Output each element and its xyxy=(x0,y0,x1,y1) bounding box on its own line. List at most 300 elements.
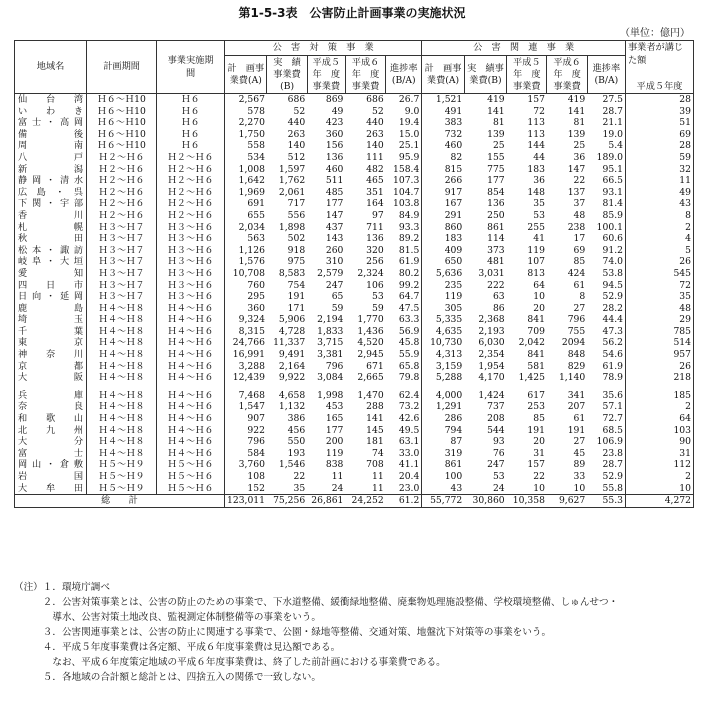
value-cell: 247 xyxy=(325,279,344,291)
value-cell: 3,031 xyxy=(478,267,505,279)
value-cell: 481 xyxy=(487,256,505,268)
region-name: 京都 xyxy=(15,361,87,373)
value-cell: 460 xyxy=(444,140,463,152)
value-cell: 8 xyxy=(625,210,693,222)
value-cell: 4,520 xyxy=(357,337,384,349)
value-cell: 61 xyxy=(573,279,586,291)
value-cell: 9,922 xyxy=(278,372,306,384)
table-row xyxy=(15,483,694,495)
region-name: 大分 xyxy=(15,436,87,448)
impl-period: Ｈ３～Ｈ６ xyxy=(157,291,225,303)
value-cell: 20 xyxy=(533,302,545,314)
value-cell: 11 xyxy=(331,471,344,482)
value-cell: 266 xyxy=(444,175,463,187)
value-cell: 238 xyxy=(567,221,586,233)
value-cell: 49 xyxy=(331,105,344,117)
value-cell: 65 xyxy=(331,291,344,303)
impl-period: Ｈ２～Ｈ６ xyxy=(157,164,225,176)
value-cell: 1,770 xyxy=(357,314,384,326)
value-cell: 386 xyxy=(287,413,306,425)
value-cell: 60.6 xyxy=(587,233,625,245)
value-cell: 20.4 xyxy=(386,471,422,483)
table-row xyxy=(15,291,694,303)
value-cell: 7,468 xyxy=(238,389,265,401)
value-cell: 56.2 xyxy=(587,337,625,349)
value-cell: 43 xyxy=(450,482,463,494)
table-row xyxy=(15,471,694,483)
plan-period: Ｈ２～Ｈ６ xyxy=(87,198,157,210)
table-row xyxy=(15,129,694,141)
plan-period: Ｈ６～Ｈ10 xyxy=(87,117,157,129)
value-cell: 2094 xyxy=(561,337,586,349)
value-cell: 854 xyxy=(487,186,505,198)
value-cell: 24 xyxy=(492,482,505,494)
value-cell: 360 xyxy=(325,128,344,140)
value-cell: 119 xyxy=(325,447,344,459)
value-cell: 16,991 xyxy=(232,349,265,361)
plan-period: Ｈ５～Ｈ９ xyxy=(87,483,157,495)
value-cell: 502 xyxy=(287,233,306,245)
value-cell: 47.3 xyxy=(587,326,625,338)
value-cell: 112 xyxy=(625,459,693,471)
value-cell: 45 xyxy=(573,447,586,459)
value-cell: 841 xyxy=(527,349,545,361)
value-cell: 4,635 xyxy=(435,325,463,337)
value-cell: 1,291 xyxy=(435,401,463,413)
impl-period: Ｈ４～Ｈ６ xyxy=(157,303,225,315)
impl-period: Ｈ２～Ｈ６ xyxy=(157,210,225,222)
value-cell: 2,324 xyxy=(357,267,384,279)
region-name: 岡山・倉敷 xyxy=(15,459,87,471)
impl-period: Ｈ６ xyxy=(157,129,225,141)
value-cell: 465 xyxy=(366,175,384,187)
value-cell: 26 xyxy=(625,361,693,373)
value-cell: 1,954 xyxy=(478,360,505,372)
value-cell: 550 xyxy=(287,436,306,448)
value-cell: 2,567 xyxy=(238,94,265,105)
value-cell: 69 xyxy=(573,244,586,256)
value-cell: 44.4 xyxy=(587,314,625,326)
value-cell: 81.5 xyxy=(386,245,422,257)
value-cell: 66.5 xyxy=(587,175,625,187)
value-cell: 15.0 xyxy=(386,129,422,141)
header-b-h6-cost: 平成６年 度事業費 xyxy=(547,56,587,94)
note-line: ４．平成５年度事業費は各定額、平成６年度事業費は見込額である。 xyxy=(14,642,341,653)
value-cell: 52 xyxy=(293,105,306,117)
impl-period: Ｈ４～Ｈ６ xyxy=(157,326,225,338)
table-row xyxy=(15,233,694,245)
value-cell: 35 xyxy=(293,482,306,494)
plan-period: Ｈ５～Ｈ９ xyxy=(87,471,157,483)
note-line: なお、平成６年度策定地域の平成６年度事業費は、終了した前計画における事業費である。 xyxy=(14,657,446,668)
impl-period: Ｈ４～Ｈ６ xyxy=(157,390,225,402)
value-cell: 2,164 xyxy=(278,360,306,372)
region-name: 静岡・清水 xyxy=(15,175,87,187)
value-cell: 39 xyxy=(625,106,693,118)
table-row xyxy=(15,372,694,384)
region-name: いわき xyxy=(15,106,87,118)
impl-period: Ｈ４～Ｈ６ xyxy=(157,337,225,349)
value-cell: 437 xyxy=(325,221,344,233)
value-cell: 37 xyxy=(573,198,586,210)
value-cell: 52 xyxy=(372,105,384,117)
value-cell: 511 xyxy=(325,175,344,187)
value-cell: 2,194 xyxy=(317,314,344,326)
value-cell: 22 xyxy=(293,471,306,482)
value-cell: 9,324 xyxy=(238,314,265,326)
value-cell: 155 xyxy=(487,151,505,163)
table-row xyxy=(15,94,694,106)
value-cell: 95.1 xyxy=(587,164,625,176)
value-cell: 74 xyxy=(372,447,384,459)
region-name: 秋田 xyxy=(15,233,87,245)
value-cell: 95.9 xyxy=(386,152,422,164)
value-cell: 709 xyxy=(527,325,545,337)
header-a-progress: 進捗率(B/A) xyxy=(386,56,422,94)
value-cell: 1,425 xyxy=(518,372,545,384)
value-cell: 49 xyxy=(625,187,693,199)
region-name: 周南 xyxy=(15,140,87,152)
value-cell: 1,597 xyxy=(278,163,306,175)
value-cell: 256 xyxy=(366,256,384,268)
region-name: 八戸 xyxy=(15,152,87,164)
table-row xyxy=(15,187,694,199)
value-cell: 3,288 xyxy=(238,360,265,372)
value-cell: 189.0 xyxy=(587,152,625,164)
value-cell: 43 xyxy=(625,198,693,210)
value-cell: 31 xyxy=(625,448,693,460)
impl-period: Ｈ４～Ｈ６ xyxy=(157,425,225,437)
value-cell: 581 xyxy=(527,360,545,372)
value-cell: 41.1 xyxy=(386,459,422,471)
value-cell: 247 xyxy=(487,459,505,471)
value-cell: 26.7 xyxy=(386,94,422,106)
value-cell: 760 xyxy=(247,279,265,291)
region-name: 富士 xyxy=(15,448,87,460)
value-cell: 104.7 xyxy=(386,187,422,199)
value-cell: 1,008 xyxy=(238,163,265,175)
value-cell: 291 xyxy=(444,209,463,221)
value-cell: 5,636 xyxy=(435,267,463,279)
impl-period: Ｈ６ xyxy=(157,106,225,118)
value-cell: 107 xyxy=(527,256,545,268)
value-cell: 3,381 xyxy=(317,349,344,361)
value-cell: 617 xyxy=(527,389,545,401)
value-cell: 47.5 xyxy=(386,303,422,315)
plan-period: Ｈ４～Ｈ８ xyxy=(87,349,157,361)
plan-period: Ｈ６～Ｈ10 xyxy=(87,140,157,152)
header-period: 計画期間 xyxy=(87,41,157,94)
value-cell: 141 xyxy=(366,413,384,425)
value-cell: 177 xyxy=(487,175,505,187)
value-cell: 137 xyxy=(567,186,586,198)
region-name: 鹿島 xyxy=(15,303,87,315)
impl-period: Ｈ６ xyxy=(157,94,225,106)
header-region: 地域名 xyxy=(15,41,87,94)
impl-period: Ｈ２～Ｈ６ xyxy=(157,152,225,164)
value-cell: 1,642 xyxy=(238,175,265,187)
region-name: 備後 xyxy=(15,129,87,141)
plan-period: Ｈ４～Ｈ８ xyxy=(87,372,157,384)
value-cell: 253 xyxy=(527,401,545,413)
value-cell: 79.8 xyxy=(386,372,422,384)
value-cell: 584 xyxy=(247,447,265,459)
value-cell: 10 xyxy=(533,482,545,494)
value-cell: 319 xyxy=(444,447,463,459)
table-row xyxy=(15,361,694,373)
value-cell: 28.2 xyxy=(587,303,625,315)
value-cell: 11 xyxy=(625,175,693,187)
table-body xyxy=(15,94,694,508)
region-name: 東京 xyxy=(15,337,87,349)
header-a-h6-cost: 平成６年 度事業費 xyxy=(345,56,385,94)
region-name: 大牟田 xyxy=(15,483,87,495)
value-cell: 4,313 xyxy=(435,349,463,361)
value-cell: 423 xyxy=(325,117,344,129)
value-cell: 794 xyxy=(444,424,463,436)
value-cell: 85 xyxy=(533,413,545,425)
table-row xyxy=(15,222,694,234)
table-row xyxy=(15,448,694,460)
header-b-h5-cost: 平成５年 度事業費 xyxy=(507,56,547,94)
table-row xyxy=(15,152,694,164)
table-row xyxy=(15,314,694,326)
plan-period: Ｈ４～Ｈ８ xyxy=(87,303,157,315)
value-cell: 72.7 xyxy=(587,413,625,425)
table-row xyxy=(15,459,694,471)
value-cell: 491 xyxy=(444,105,463,117)
value-cell: 250 xyxy=(487,209,505,221)
value-cell: 544 xyxy=(487,424,505,436)
value-cell: 5.4 xyxy=(587,140,625,152)
value-cell: 82 xyxy=(450,151,463,163)
value-cell: 89 xyxy=(573,459,586,471)
value-cell: 341 xyxy=(567,389,586,401)
plan-period: Ｈ４～Ｈ８ xyxy=(87,436,157,448)
value-cell: 2,354 xyxy=(478,349,505,361)
value-cell: 106 xyxy=(366,279,384,291)
value-cell: 86 xyxy=(492,302,505,314)
value-cell: 119 xyxy=(527,244,545,256)
value-cell: 288 xyxy=(366,401,384,413)
value-cell: 108 xyxy=(247,471,265,482)
plan-period: Ｈ３～Ｈ７ xyxy=(87,245,157,257)
pollution-control-table xyxy=(14,40,694,508)
value-cell: 2,368 xyxy=(478,314,505,326)
value-cell: 81.4 xyxy=(587,198,625,210)
value-cell: 310 xyxy=(325,256,344,268)
value-cell: 87 xyxy=(450,436,463,448)
value-cell: 191 xyxy=(527,424,545,436)
header-b-actual-cost: 実 績事業費(B) xyxy=(464,56,506,94)
value-cell: 33.0 xyxy=(386,448,422,460)
value-cell: 23.0 xyxy=(386,483,422,495)
value-cell: 63.1 xyxy=(386,436,422,448)
table-row xyxy=(15,198,694,210)
table-row xyxy=(15,337,694,349)
total-value: 61.2 xyxy=(386,495,422,508)
value-cell: 103.8 xyxy=(386,198,422,210)
value-cell: 295 xyxy=(247,291,265,303)
table-row xyxy=(15,210,694,222)
value-cell: 1,126 xyxy=(238,244,265,256)
value-cell: 93 xyxy=(492,436,505,448)
table-row xyxy=(15,245,694,257)
value-cell: 57.1 xyxy=(587,401,625,413)
value-cell: 1,132 xyxy=(278,401,306,413)
value-cell: 424 xyxy=(567,267,586,279)
value-cell: 22 xyxy=(573,175,586,187)
value-cell: 84.9 xyxy=(386,210,422,222)
plan-period: Ｈ４～Ｈ８ xyxy=(87,326,157,338)
impl-period: Ｈ４～Ｈ６ xyxy=(157,448,225,460)
value-cell: 460 xyxy=(325,163,344,175)
value-cell: 45.8 xyxy=(386,337,422,349)
value-cell: 2 xyxy=(625,401,693,413)
total-value: 123,011 xyxy=(225,495,267,508)
value-cell: 74.0 xyxy=(587,256,625,268)
table-row xyxy=(15,425,694,437)
note-line: （注）１．環境庁調べ xyxy=(14,582,110,593)
value-cell: 4 xyxy=(625,233,693,245)
value-cell: 28.7 xyxy=(587,106,625,118)
table-row xyxy=(15,268,694,280)
note-line: 導水、公害対策土地改良、監視測定体制整備等の事業をいう。 xyxy=(14,612,321,623)
value-cell: 55.8 xyxy=(587,483,625,495)
value-cell: 136 xyxy=(487,198,505,210)
header-b-progress: 進捗率(B/A) xyxy=(587,56,625,94)
value-cell: 1,436 xyxy=(357,325,384,337)
value-cell: 158.4 xyxy=(386,164,422,176)
value-cell: 2,945 xyxy=(357,349,384,361)
value-cell: 103 xyxy=(625,425,693,437)
value-cell: 9.0 xyxy=(386,106,422,118)
value-cell: 29 xyxy=(625,314,693,326)
value-cell: 52.9 xyxy=(587,471,625,483)
value-cell: 81 xyxy=(492,117,505,129)
value-cell: 512 xyxy=(287,151,306,163)
value-cell: 785 xyxy=(625,326,693,338)
value-cell: 3,084 xyxy=(317,372,344,384)
value-cell: 165 xyxy=(325,413,344,425)
total-value: 24,252 xyxy=(345,495,385,508)
plan-period: Ｈ２～Ｈ６ xyxy=(87,175,157,187)
value-cell: 2,665 xyxy=(357,372,384,384)
value-cell: 3,760 xyxy=(238,459,265,471)
impl-period: Ｈ５～Ｈ６ xyxy=(157,471,225,483)
value-cell: 5,335 xyxy=(435,314,463,326)
header-b-plan-cost: 計 画事業費(A) xyxy=(422,56,464,94)
value-cell: 708 xyxy=(366,459,384,471)
value-cell: 54.6 xyxy=(587,349,625,361)
value-cell: 10 xyxy=(573,482,586,494)
value-cell: 147 xyxy=(325,209,344,221)
value-cell: 10 xyxy=(625,483,693,495)
value-cell: 419 xyxy=(567,94,586,105)
value-cell: 222 xyxy=(487,279,505,291)
value-cell: 861 xyxy=(487,221,505,233)
value-cell: 23.8 xyxy=(587,448,625,460)
plan-period: Ｈ３～Ｈ７ xyxy=(87,280,157,292)
impl-period: Ｈ３～Ｈ６ xyxy=(157,233,225,245)
value-cell: 838 xyxy=(325,459,344,471)
value-cell: 796 xyxy=(325,360,344,372)
value-cell: 1,140 xyxy=(558,372,586,384)
value-cell: 49.5 xyxy=(386,425,422,437)
region-name: 和歌山 xyxy=(15,413,87,425)
impl-period: Ｈ３～Ｈ６ xyxy=(157,245,225,257)
value-cell: 157 xyxy=(527,459,545,471)
value-cell: 10,708 xyxy=(232,267,265,279)
value-cell: 183 xyxy=(527,163,545,175)
value-cell: 19.0 xyxy=(587,129,625,141)
value-cell: 263 xyxy=(366,128,384,140)
value-cell: 35.6 xyxy=(587,390,625,402)
value-cell: 907 xyxy=(247,413,265,425)
value-cell: 260 xyxy=(325,244,344,256)
table-title: 第1-5-3表 公害防止計画事業の実施状況 xyxy=(238,6,466,20)
value-cell: 56.9 xyxy=(386,326,422,338)
value-cell: 42.6 xyxy=(386,413,422,425)
region-name: 日向・延岡 xyxy=(15,291,87,303)
table-header xyxy=(15,41,694,94)
impl-period: Ｈ３～Ｈ６ xyxy=(157,268,225,280)
value-cell: 686 xyxy=(287,94,306,105)
value-cell: 1,576 xyxy=(238,256,265,268)
value-cell: 2,270 xyxy=(238,117,265,129)
table-row xyxy=(15,256,694,268)
value-cell: 68.5 xyxy=(587,425,625,437)
value-cell: 94.5 xyxy=(587,280,625,292)
value-cell: 263 xyxy=(287,128,306,140)
region-name: 札幌 xyxy=(15,222,87,234)
header-pollution-measures: 公 害 対 策 事 業 xyxy=(225,41,422,56)
value-cell: 72 xyxy=(533,105,545,117)
value-cell: 453 xyxy=(325,401,344,413)
plan-period: Ｈ４～Ｈ８ xyxy=(87,425,157,437)
value-cell: 35 xyxy=(625,291,693,303)
value-cell: 207 xyxy=(567,401,586,413)
value-cell: 4,658 xyxy=(278,389,306,401)
value-cell: 152 xyxy=(247,482,265,494)
value-cell: 52.9 xyxy=(587,291,625,303)
value-cell: 514 xyxy=(625,337,693,349)
value-cell: 686 xyxy=(366,94,384,105)
value-cell: 671 xyxy=(366,360,384,372)
impl-period: Ｈ４～Ｈ６ xyxy=(157,372,225,384)
value-cell: 1,998 xyxy=(317,389,344,401)
impl-period: Ｈ３～Ｈ６ xyxy=(157,256,225,268)
value-cell: 61.9 xyxy=(587,361,625,373)
value-cell: 32 xyxy=(625,164,693,176)
value-cell: 860 xyxy=(444,221,463,233)
value-cell: 156 xyxy=(325,140,344,152)
value-cell: 815 xyxy=(444,163,463,175)
value-cell: 181 xyxy=(366,436,384,448)
header-a-actual-cost: 実 績事業費(B) xyxy=(267,56,307,94)
value-cell: 147 xyxy=(567,163,586,175)
impl-period: Ｈ２～Ｈ６ xyxy=(157,198,225,210)
value-cell: 25.1 xyxy=(386,140,422,152)
table-row xyxy=(15,303,694,315)
value-cell: 193 xyxy=(287,447,306,459)
value-cell: 19.4 xyxy=(386,117,422,129)
value-cell: 80.2 xyxy=(386,268,422,280)
value-cell: 796 xyxy=(567,314,586,326)
value-cell: 85 xyxy=(573,256,586,268)
value-cell: 8,583 xyxy=(278,267,306,279)
value-cell: 22 xyxy=(533,471,545,482)
